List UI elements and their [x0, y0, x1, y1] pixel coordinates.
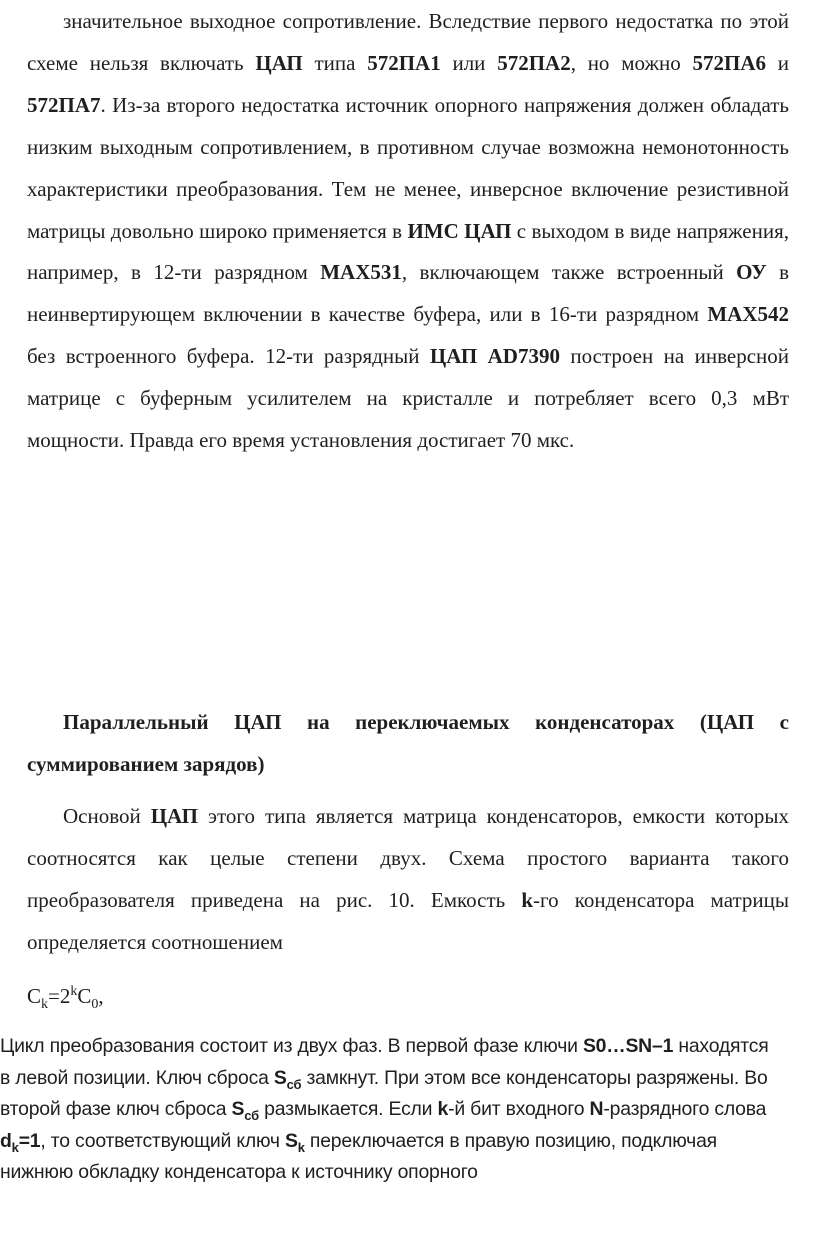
- paragraph-conversion-cycle: Цикл преобразования состоит из двух фаз. В первой фазе ключи S0…SN–1 находятся в левой позиции. Ключ сброса $S_{сб}$ замкнут. При этом все конденсаторы разряжены. Во второй фазе ключ сброса $S_{сб}$ размыкается. Если k-й бит входного N-разрядного слова $d_k=1$, то соответствующий ключ $S_k$ переключается в правую позицию, подключая нижнюю обкладку конденсатора к источнику опорного: [0, 1035, 769, 1184]
- reset-switch-symbol: $S_{сб}$: [273, 1066, 302, 1092]
- paragraph-capacitor-matrix: Основой ЦАП этого типа является матрица конденсаторов, емкости которых соотносятся как целые степени двух. Схема простого варианта такого преобразователя приведена на рис. 10. Емкость k-го конденсатора матрицы определяется соотношением: [27, 804, 789, 954]
- switch-k-symbol: $S_k$: [284, 1129, 305, 1155]
- section-heading: Параллельный ЦАП на переключаемых конденсаторах (ЦАП с суммированием зарядов): [27, 710, 789, 776]
- bit-symbol: $d_k=1$: [0, 1129, 41, 1155]
- reset-switch-symbol-2: $S_{сб}$: [231, 1098, 259, 1124]
- paragraph-resistive-matrix: значительное выходное сопротивление. Вследствие первого недостатка по этой схеме нельзя включать ЦАП типа 572ПА1 или 572ПА2, но можно 572ПА6 и 572ПА7. Из-за второго недостатка источник опорного напряжения должен обладать низким выходным сопротивлением, в противном случае возможна немонотонность характеристики преобразования. Тем не менее, инверсное включение резистивной матрицы довольно широко применяется в ИМС ЦАП с выходом в виде напряжения, например, в 12-ти разрядном MAX531, включающем также встроенный ОУ в неинвертирующем включении в качестве буфера, или в 16-ти разрядном MAX542 без встроенного буфера. 12-ти разрядный ЦАП AD7390 построен на инверсной матрице с буферным усилителем на кристалле и потребляет всего 0,3 мВт мощности. Правда его время установления достигает 70 мкс.: [27, 9, 790, 453]
- capacitance-formula: $C_k=2^kC_0$,: [27, 984, 104, 1013]
